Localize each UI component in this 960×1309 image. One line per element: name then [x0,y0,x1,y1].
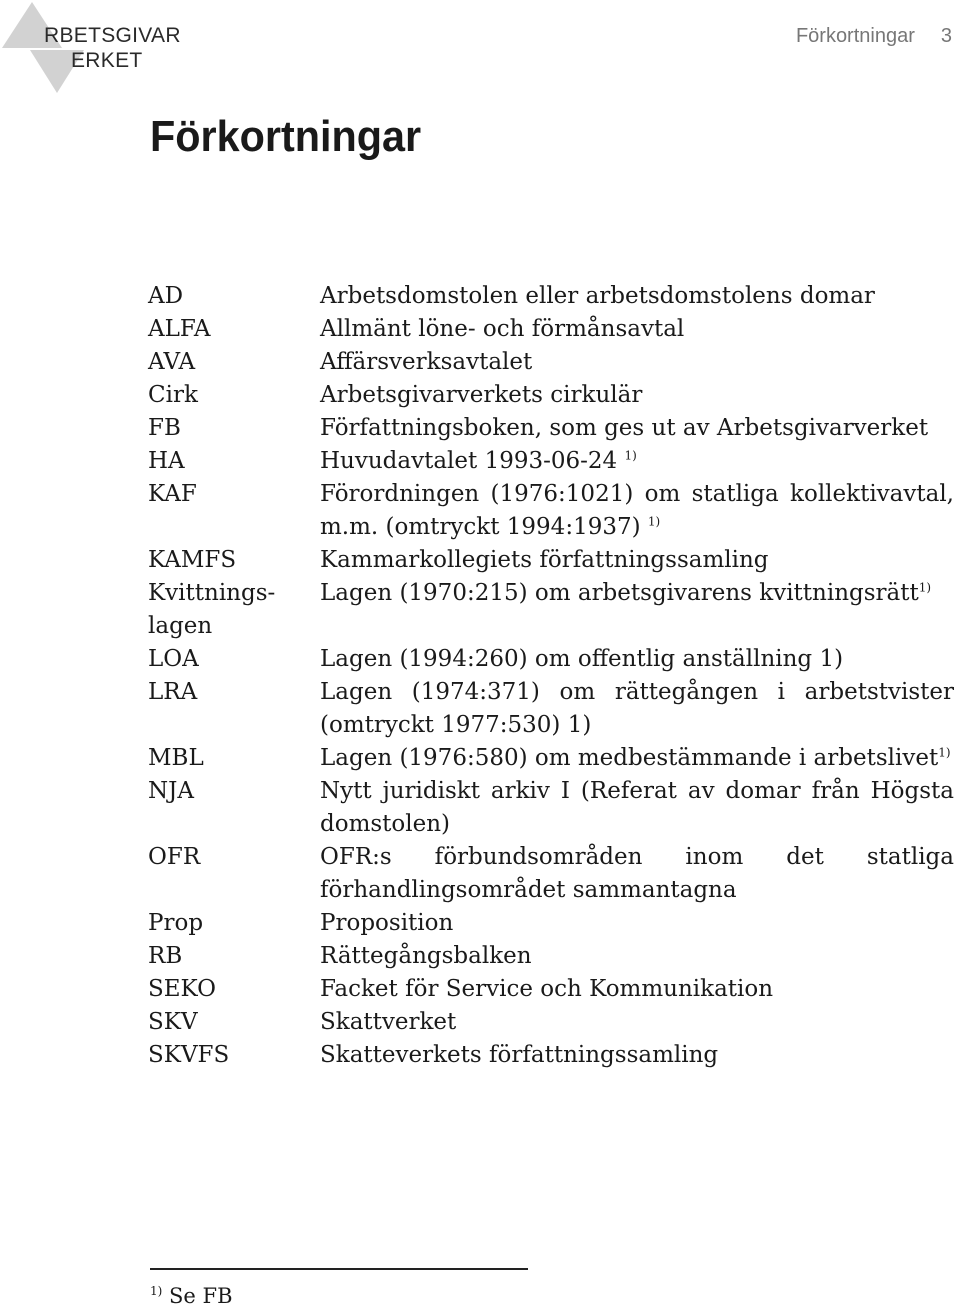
running-header [796,25,952,48]
footnote [150,1284,233,1308]
footnote-ref: 1) [918,580,932,595]
definition: Kammarkollegiets författningssamling [320,547,769,573]
abbreviation: RB [148,943,183,969]
definition-text: Lagen (1976:580) om medbestämmande i arbetslivet [320,745,939,771]
logo-text-line1: RBETSGIVAR [44,24,181,47]
table-row [148,313,954,346]
abbreviation: Cirk [148,382,198,408]
definition: Skatteverkets författningssamling [320,1042,719,1068]
abbreviation: KAMFS [148,547,237,573]
arbetsgivarverket-logo [0,0,200,100]
definition [320,577,954,643]
table-row [148,478,954,544]
table-row [148,1006,954,1039]
table-row [148,412,954,445]
abbreviation: Kvittnings-lagen [148,580,276,639]
abbreviation: OFR [148,844,201,870]
abbreviation: NJA [148,778,194,804]
definition [320,742,954,775]
table-row [148,841,954,907]
table-row [148,907,954,940]
definition [320,445,954,478]
table-row [148,346,954,379]
abbreviation: LOA [148,646,199,672]
definition: Nytt juridiskt arkiv I (Referat av domar från Högsta domstolen) [320,778,954,837]
abbreviation: Prop [148,910,204,936]
page-title: Förkortningar [150,112,422,161]
definition-text: Huvudavtalet 1993-06-24 [320,448,625,474]
definition: Arbetsgivarverkets cirkulär [320,382,643,408]
logo-text-line2: ERKET [71,49,143,72]
table-row [148,676,954,742]
running-title: Förkortningar [795,25,915,47]
definition: Lagen (1974:371) om rättegången i arbetstvister (omtryckt 1977:530) 1) [320,679,954,738]
definition: Skattverket [320,1009,457,1035]
abbreviation: SEKO [148,976,216,1002]
abbreviation: ALFA [148,316,211,342]
definition: Författningsboken, som ges ut av Arbetsgivarverket [320,415,929,441]
definition: Allmänt löne- och förmånsavtal [320,316,685,342]
table-row [148,577,954,643]
abbreviation: FB [148,415,181,441]
definition: Rättegångsbalken [320,943,532,969]
footnote-marker: 1) [150,1284,163,1298]
table-row [148,643,954,676]
abbreviation: SKVFS [148,1042,230,1068]
table-row [148,379,954,412]
footnote-text: Se FB [162,1284,233,1308]
definition-text: Förordningen (1976:1021) om statliga kollektivavtal, m.m. (omtryckt 1994:1937) [320,481,954,540]
definition: Lagen (1994:260) om offentlig anställning 1) [320,646,844,672]
abbreviation: KAF [148,481,197,507]
table-row [148,544,954,577]
abbreviation: AVA [148,349,196,375]
page-number: 3 [940,25,952,47]
abbreviation-table [148,280,954,1072]
table-row [148,280,954,313]
footnote-divider [150,1268,528,1270]
definition: Affärsverksavtalet [320,349,533,375]
definition: Arbetsdomstolen eller arbetsdomstolens domar [320,283,875,309]
table-row [148,1039,954,1072]
abbreviation: AD [148,283,184,309]
table-row [148,445,954,478]
footnote-ref: 1) [938,745,951,760]
table-row [148,775,954,841]
table-row [148,940,954,973]
definition: Facket för Service och Kommunikation [320,976,774,1002]
table-row [148,973,954,1006]
abbreviation: MBL [148,745,204,771]
definition-text: Lagen (1970:215) om arbetsgivarens kvittningsrätt [320,580,919,606]
table-row [148,742,954,775]
definition: OFR:s förbundsområden inom det statliga förhandlingsområdet sammantagna [320,844,954,903]
footnote-ref: 1) [647,514,661,529]
abbreviation: SKV [148,1009,198,1035]
definition: Proposition [320,910,454,936]
abbreviation: LRA [148,679,198,705]
definition [320,478,954,544]
footnote-ref: 1) [624,448,637,463]
abbreviation: HA [148,448,185,474]
